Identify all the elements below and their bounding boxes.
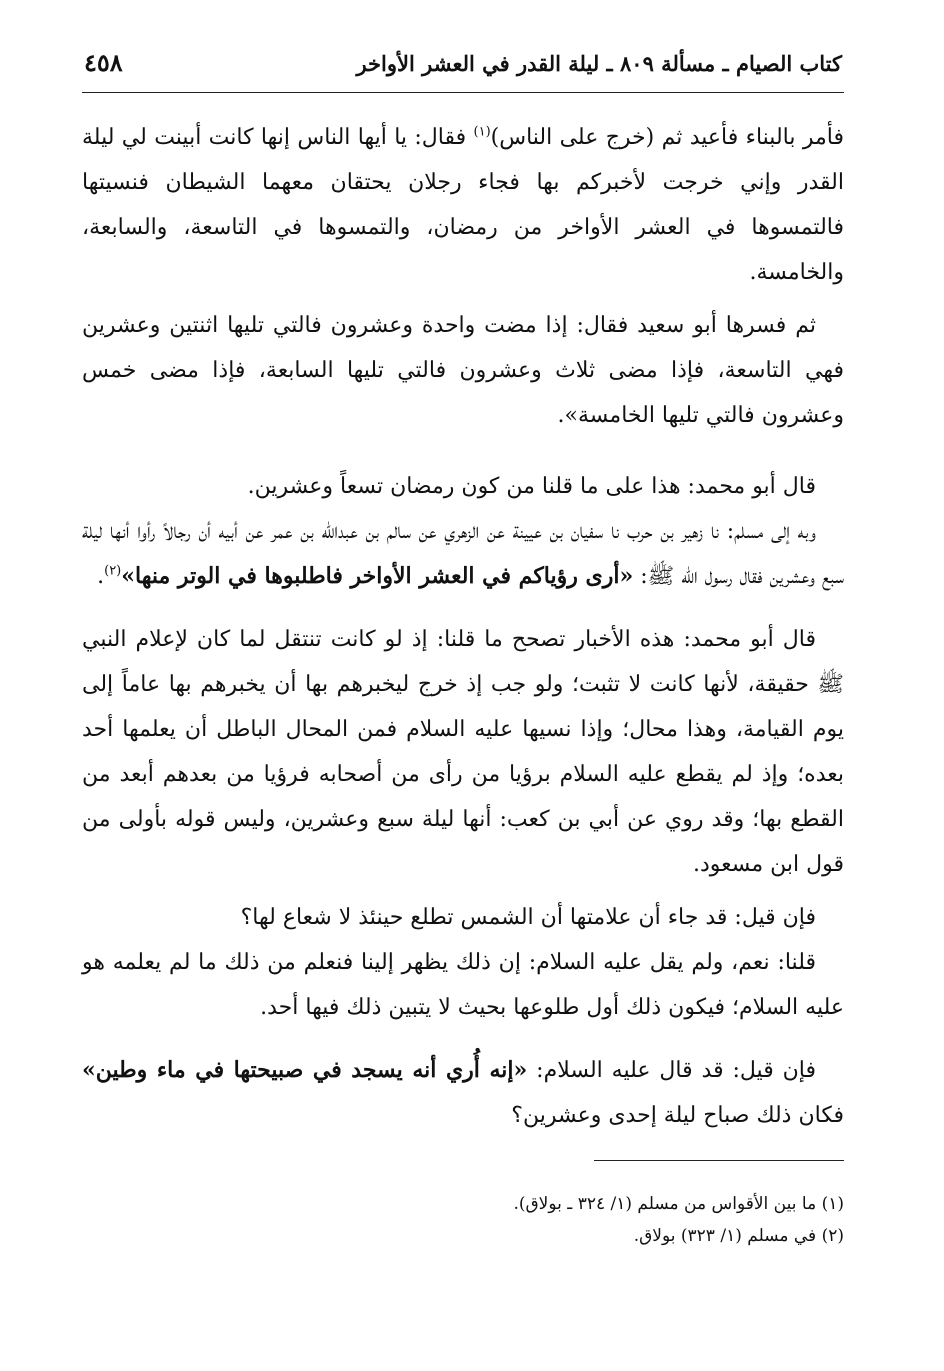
footnote-2: (٢) في مسلم (١/ ٣٢٣) بولاق. [633,1226,844,1246]
paragraph-5: قال أبو محمد: هذه الأخبار تصحح ما قلنا: إذ لو كانت تنتقل لما كان لإعلام النبي ﷺ حقيقة، لأنها كانت لا تثبت؛ ولو جب إذ خرج ليخبرهم بها أن يخبرهم بها عاماً إلى يوم القيامة، وهذا محال؛ وإذا نسيها عليه السلام فمن المحال الباطل أن يعلمها أحد بعده؛ وإذ لم يقطع عليه السلام برؤيا من رأى من أصحابه فرؤيا من بعدهم أبعد من القطع بها؛ وقد روي عن أبي بن كعب: أنها ليلة سبع وعشرين، وليس قوله بأولى من قول ابن مسعود. [82,627,844,877]
footnotes [82,1188,844,1252]
hadith-quote-1: «أرى رؤياكم في العشر الأواخر فاطلبوها في الوتر منها» [121,563,634,589]
hadith-quote-2: «إنه أُري أنه يسجد في صبيحتها في ماء وطين» [82,1057,528,1083]
paragraph-8-text-a: فإن قيل: قد قال عليه السلام: [527,1058,816,1083]
book-page [82,48,844,1338]
page-header [82,48,844,93]
paragraph-8 [82,1048,844,1138]
paragraph-1-text-b: فقال: يا أيها الناس إنها كانت أبينت لي ليلة القدر وإني خرجت لأخبركم بها فجاء رجلان يحتقان معهما الشيطان فنسيتها فالتمسوها في العشر الأواخر من رمضان، والتمسوها في التاسعة، والسابعة، والخامسة. [82,125,844,285]
paragraph-4-text-a: وبه إلى مسلم: نا زهير بن حرب نا سفيان بن عيينة عن الزهري عن سالم بن عبدالله بن عمر عن أبيه أن رجالاً رأوا أنها ليلة سبع وعشرين فقال رسول الله ﷺ: [82,519,844,589]
paragraph-4-text-c: . [97,564,105,589]
paragraph-3: قال أبو محمد: هذا على ما قلنا من كون رمضان تسعاً وعشرين. [247,474,816,499]
footnote-ref-1: (١) [473,124,491,140]
paragraph-6: فإن قيل: قد جاء أن علامتها أن الشمس تطلع حينئذ لا شعاع لها؟ [240,905,816,930]
footnote-1: (١) ما بين الأقواس من مسلم (١/ ٣٢٤ ـ بولاق). [513,1194,844,1214]
page-body [82,115,844,1138]
paragraph-8-text-b: فكان ذلك صباح ليلة إحدى وعشرين؟ [511,1103,844,1128]
page-number: ٤٥٨ [84,48,123,77]
paragraph-1 [82,115,844,295]
paragraph-7: قلنا: نعم، ولم يقل عليه السلام: إن ذلك يظهر إلينا فنعلم من ذلك ما لم يعلمه هو عليه السلام؛ فيكون ذلك أول طلوعها بحيث لا يتبين ذلك فيها أحد. [82,950,844,1020]
paragraph-1-text-a: فأمر بالبناء فأعيد ثم (خرج على الناس) [490,125,844,150]
footnote-ref-2: (٢) [104,563,122,579]
paragraph-4 [82,509,844,599]
footnote-separator [594,1160,844,1161]
running-title: كتاب الصيام ـ مسألة ٨٠٩ ـ ليلة القدر في العشر الأواخر [356,51,842,76]
paragraph-2: ثم فسرها أبو سعيد فقال: إذا مضت واحدة وعشرون فالتي تليها اثنتين وعشرين فهي التاسعة، فإذا مضى ثلاث وعشرون فالتي تليها السابعة، فإذا مضى خمس وعشرون فالتي تليها الخامسة». [82,313,844,428]
